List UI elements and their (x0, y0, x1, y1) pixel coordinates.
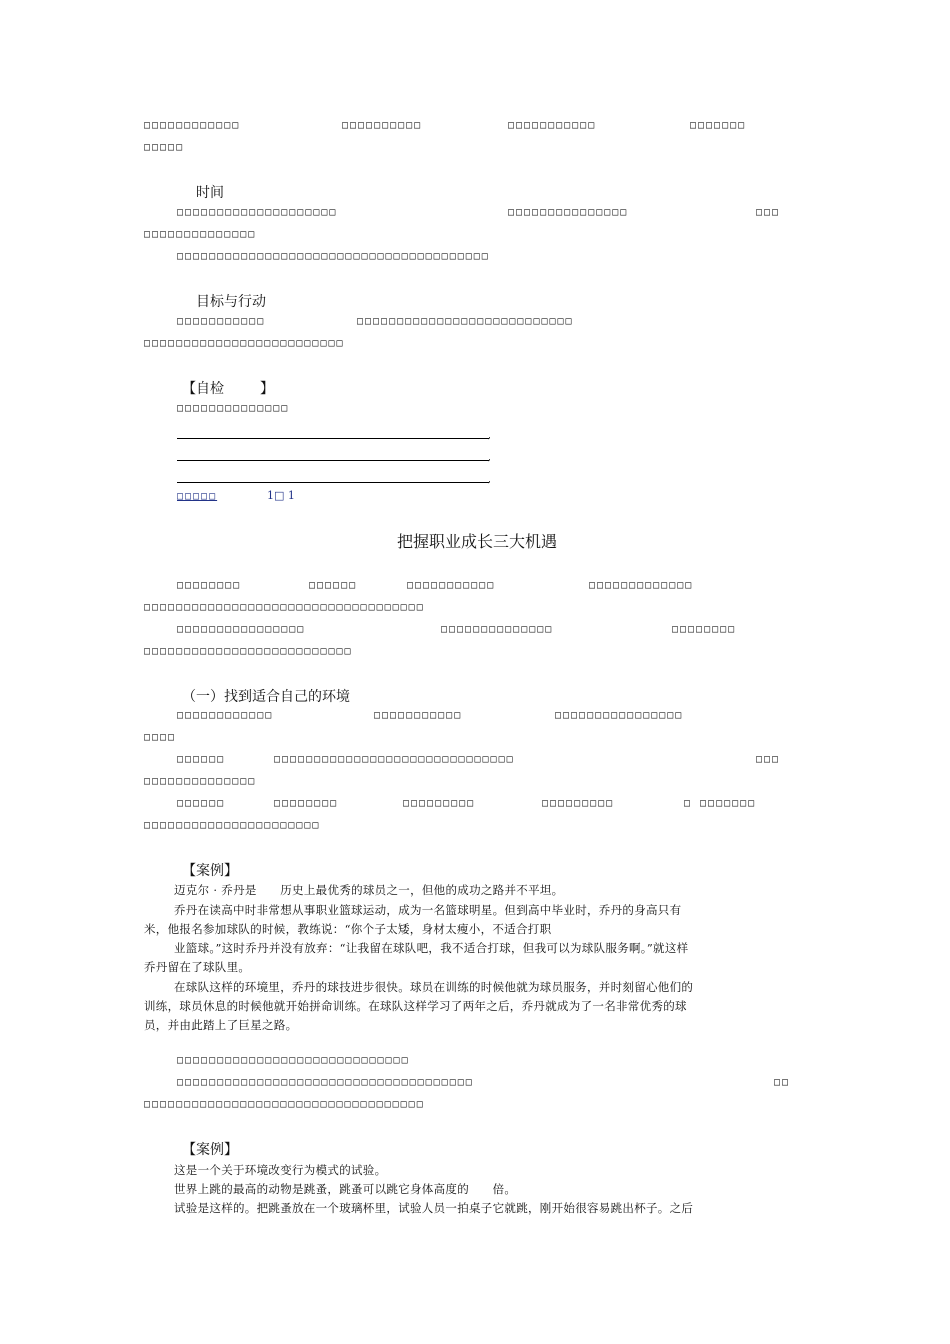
answer-line-3[interactable] (177, 482, 489, 483)
article-title: 把握职业成长三大机遇 (397, 532, 558, 551)
intro-text-3: □□□□□□□□□□□ (508, 120, 597, 131)
answer-line-3-tail: , (488, 475, 491, 485)
article-p1-d: □□□□□□□□□□□□□ (589, 580, 694, 591)
article-p1-line2: □□□□□□□□□□□□□□□□□□□□□□□□□□□□□□□□□□□ (144, 602, 425, 613)
time-line3: □□□□□□□□□□□□□□□□□□□□□□□□□□□□□□□□□□□□□□□ (177, 251, 490, 262)
time-line1-a: □□□□□□□□□□□□□□□□□□□□ (177, 207, 338, 218)
env-l4: □□□□□□□□□□□□□□ (144, 776, 257, 787)
after-case1-l2-tail: □□ (774, 1077, 791, 1088)
env-l3-c: □□□ (756, 754, 781, 765)
case1-l2: 乔丹在读高中时非常想从事职业篮球运动，成为一名篮球明星。但到高中毕业时，乔丹的身高只有 (174, 903, 682, 917)
env-l1-c: □□□□□□□□□□□□□□□□ (555, 710, 684, 721)
answer-line-1[interactable] (177, 438, 489, 439)
reference-link[interactable] (177, 489, 299, 502)
intro-text-4: □□□□□□□ (690, 120, 747, 131)
answer-line-2[interactable] (177, 460, 489, 461)
env-l2: □□□□ (144, 732, 177, 743)
case2-l2: 世界上跳的最高的动物是跳蚤，跳蚤可以跳它身体高度的 倍。 (174, 1182, 517, 1196)
env-l5-e: □ □□□□□□□ (684, 798, 757, 809)
reference-link-prefix: □□□□□ (177, 491, 218, 502)
case1-l5: 乔丹留在了球队里。 (144, 960, 251, 974)
env-l5-d: □□□□□□□□□ (542, 798, 615, 809)
case1-l4: 业篮球。”这时乔丹并没有放弃：“让我留在球队吧，我不适合打球，但我可以为球队服务啊。”就这样 (174, 941, 689, 955)
self-check-prompt: □□□□□□□□□□□□□□ (177, 403, 290, 414)
case1-heading: 【案例】 (182, 863, 238, 879)
answer-line-1-tail: , (488, 431, 491, 441)
case1-l1: 迈克尔 · 乔丹是 历史上最优秀的球员之一，但他的成功之路并不平坦。 (174, 883, 564, 897)
article-p2-a: □□□□□□□□□□□□□□□□ (177, 624, 306, 635)
goal-line1-a: □□□□□□□□□□□ (177, 316, 266, 327)
case1-l3: 米，他报名参加球队的时候，教练说：“你个子太矮，身材太瘦小，不适合打职 (144, 922, 552, 936)
case2-l3: 试验是这样的。把跳蚤放在一个玻璃杯里，试验人员一拍桌子它就跳，刚开始很容易跳出杯子。之后 (174, 1201, 694, 1215)
after-case1-l1: □□□□□□□□□□□□□□□□□□□□□□□□□□□□□ (177, 1055, 410, 1066)
env-l1-b: □□□□□□□□□□□ (374, 710, 463, 721)
article-p2-line2: □□□□□□□□□□□□□□□□□□□□□□□□□□ (144, 646, 353, 657)
goal-line1-b: □□□□□□□□□□□□□□□□□□□□□□□□□□□ (357, 316, 574, 327)
case1-l6: 在球队这样的环境里，乔丹的球技进步很快。球员在训练的时候他就为球员服务，并时刻留心他们的 (174, 980, 694, 994)
time-line1-c: □□□ (756, 207, 781, 218)
article-p1-c: □□□□□□□□□□□ (407, 580, 496, 591)
after-case1-l3: □□□□□□□□□□□□□□□□□□□□□□□□□□□□□□□□□□□ (144, 1099, 425, 1110)
intro-text-1: □□□□□□□□□□□□ (144, 120, 241, 131)
intro-text-5: □□□□□ (144, 142, 185, 153)
env-l6: □□□□□□□□□□□□□□□□□□□□□□ (144, 820, 321, 831)
time-line1-b: □□□□□□□□□□□□□□□ (508, 207, 629, 218)
goal-line2: □□□□□□□□□□□□□□□□□□□□□□□□□ (144, 338, 345, 349)
time-line2: □□□□□□□□□□□□□□ (144, 229, 257, 240)
time-heading: 时间 (196, 185, 224, 201)
article-p1-b: □□□□□□ (309, 580, 358, 591)
answer-line-2-tail: , (488, 453, 491, 463)
env-l5-a: □□□□□□ (177, 798, 226, 809)
env-l1-a: □□□□□□□□□□□□ (177, 710, 274, 721)
goal-heading: 目标与行动 (196, 294, 266, 310)
self-check-heading-close: 】 (260, 381, 274, 397)
env-l3-b: □□□□□□□□□□□□□□□□□□□□□□□□□□□□□□ (274, 754, 515, 765)
reference-link-suffix: 1□ 1 (267, 489, 295, 502)
env-heading: （一）找到适合自己的环境 (182, 689, 350, 705)
self-check-heading-open: 【自检 (182, 381, 224, 397)
env-l5-c: □□□□□□□□□ (403, 798, 476, 809)
case2-l1: 这是一个关于环境改变行为模式的试验。 (174, 1163, 387, 1177)
case2-heading: 【案例】 (182, 1142, 238, 1158)
article-p2-b: □□□□□□□□□□□□□□ (441, 624, 554, 635)
case1-l7: 训练，球员休息的时候他就开始拼命训练。在球队这样学习了两年之后，乔丹就成为了一名非常优秀的球 (144, 999, 687, 1013)
env-l3-a: □□□□□□ (177, 754, 226, 765)
case1-l8: 员，并由此踏上了巨星之路。 (144, 1018, 298, 1032)
article-p1-a: □□□□□□□□ (177, 580, 242, 591)
after-case1-l2: □□□□□□□□□□□□□□□□□□□□□□□□□□□□□□□□□□□□□ (177, 1077, 474, 1088)
intro-text-2: □□□□□□□□□□ (342, 120, 423, 131)
article-p2-c: □□□□□□□□ (672, 624, 737, 635)
env-l5-b: □□□□□□□□ (274, 798, 339, 809)
